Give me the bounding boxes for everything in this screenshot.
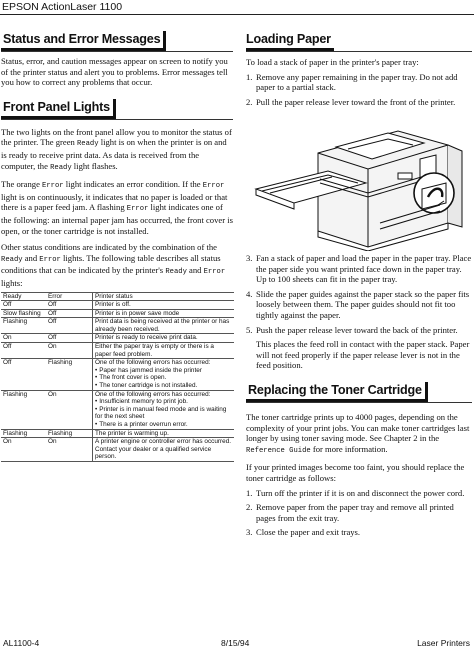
table-cell: Slow flashing (1, 309, 46, 318)
error-bullet: • The front cover is open. (95, 374, 232, 382)
loading-steps-a (246, 72, 472, 108)
step-text: Push the paper release lever toward the back of the printer. (256, 324, 458, 335)
step-text: Remove paper from the paper tray and remove all printed pages from the exit tray. (256, 502, 454, 523)
running-head: EPSON ActionLaser 1100 (2, 1, 123, 13)
table-cell: Print data is being received at the printer or has already been received. (93, 318, 235, 334)
status-lights-table (1, 292, 234, 462)
list-item (246, 289, 472, 321)
list-item (246, 488, 472, 499)
table-row (1, 429, 234, 438)
table-cell: The printer is warming up. (93, 429, 235, 438)
front-panel-section-title: Front Panel Lights (1, 99, 116, 119)
table-cell: On (46, 390, 93, 429)
toner-steps (246, 488, 472, 538)
table-row (1, 359, 234, 390)
printer-illustration (248, 113, 470, 251)
table-cell: Off (46, 318, 93, 334)
table-cell: Off (1, 301, 46, 310)
table-cell: A printer engine or controller error has occurred. Contact your dealer or a qualified service person. (93, 438, 235, 462)
error-bullet: • There is a printer overrun error. (95, 421, 232, 429)
loading-title-rule (246, 51, 472, 52)
loading-intro: To load a stack of paper in the printer's paper tray: (246, 57, 419, 67)
status-section-title: Status and Error Messages (1, 31, 166, 51)
table-cell: Off (1, 359, 46, 390)
table-header-ready: Ready (1, 292, 46, 301)
front-panel-paragraph-3: Other status conditions are indicated by the combination of the Ready and Error lights. The following table describes all status conditions that can be indicated by the printer's Ready and Error lights: (1, 242, 226, 288)
left-column (1, 30, 233, 462)
footer-date: 8/15/94 (221, 638, 250, 648)
table-cell: Flashing (1, 318, 46, 334)
table-row (1, 318, 234, 334)
right-column-lower (246, 253, 472, 538)
table-header-row (1, 292, 234, 301)
toner-title-rule (246, 402, 472, 403)
toner-paragraph-2: If your printed images become too faint, you should replace the toner cartridge as follows: (246, 462, 465, 483)
table-row (1, 438, 234, 462)
table-cell: Flashing (46, 429, 93, 438)
step-number: 2. (246, 96, 253, 107)
step-number: 1. (246, 487, 253, 498)
table-cell (93, 359, 235, 390)
table-cell: Flashing (1, 390, 46, 429)
table-cell: Off (46, 334, 93, 343)
step-number: 3. (246, 527, 253, 538)
table-header-error: Error (46, 292, 93, 301)
status-title-rule (1, 51, 233, 52)
front-panel-title-rule (1, 119, 233, 120)
loading-note: This places the feed roll in contact with the paper stack. Paper will not feed properly if the paper release lever is not in the feed position. (256, 339, 470, 371)
table-cell: Off (1, 343, 46, 359)
step-text: Close the paper and exit trays. (256, 527, 361, 538)
toner-paragraph-1: The toner cartridge prints up to 4000 pages, depending on the complexity of your print jobs. You can make toner cartridges last longer by using toner saving mode. See Chapter 2 in the Reference Guide for more information. (246, 411, 470, 455)
right-column (246, 30, 472, 107)
front-panel-paragraph-2: The orange Error light indicates an error condition. If the Error light is on continuously, it indicates that no paper is loaded or that there is a paper feed jam. A flashing Error light indicates one of the following: an internal paper jam has occurred, the front cover is open, or the toner cartridge is not installed. (1, 179, 233, 236)
step-number: 5. (246, 324, 253, 335)
status-body: Status, error, and caution messages appear on screen to notify you of the printer status and alert you to problems. Error messages tell you how to correct any problems that occur. (1, 56, 228, 88)
table-header-status: Printer status (93, 292, 235, 301)
table-cell: On (46, 343, 93, 359)
footer-section-name: Laser Printers (417, 638, 470, 648)
list-item (246, 325, 472, 336)
footer-document-id: AL1100-4 (3, 638, 40, 648)
list-item (246, 72, 472, 93)
step-text: Turn off the printer if it is on and disconnect the power cord. (256, 487, 465, 498)
list-item (246, 97, 472, 108)
table-row (1, 390, 234, 429)
step-number: 2. (246, 502, 253, 513)
table-cell: Off (46, 301, 93, 310)
table-cell: On (46, 438, 93, 462)
table-cell: Flashing (1, 429, 46, 438)
front-panel-paragraph-1: The two lights on the front panel allow you to monitor the status of the printer. The green Ready light is on when the printer is on and is ready to receive print data. As data is received from the computer, the Ready light flashes. (1, 126, 232, 172)
step-number: 4. (246, 288, 253, 299)
step-number: 3. (246, 253, 253, 263)
table-cell: On (1, 334, 46, 343)
list-item (246, 253, 472, 285)
loading-section-title: Loading Paper (246, 31, 334, 51)
table-row (1, 334, 234, 343)
step-text: Remove any paper remaining in the paper tray. Do not add paper to a partial stack. (256, 71, 458, 93)
error-list-intro: One of the following errors has occurred: (95, 390, 211, 398)
list-item (246, 502, 472, 523)
error-bullet: • The toner cartridge is not installed. (95, 382, 232, 390)
table-cell: Printer is off. (93, 301, 235, 310)
table-cell: On (1, 438, 46, 462)
table-row (1, 301, 234, 310)
step-text: Fan a stack of paper and load the paper in the paper tray. Place the paper side you want printed face down in the paper tray. Up to 100 sheets can fit in the paper tray. (256, 253, 472, 285)
loading-steps-b (246, 253, 472, 335)
table-cell: Printer is in power save mode (93, 309, 235, 318)
table-cell: Flashing (46, 359, 93, 390)
table-cell (93, 390, 235, 429)
step-text: Pull the paper release lever toward the front of the printer. (256, 96, 456, 107)
table-row (1, 309, 234, 318)
step-text: Slide the paper guides against the paper stack so the paper fits loosely between them. The paper guides should not fit too tightly against the paper. (256, 288, 470, 320)
table-cell: Either the paper tray is empty or there is a paper feed problem. (93, 343, 235, 359)
error-list-intro: One of the following errors has occurred: (95, 359, 211, 367)
error-bullet: • Insufficient memory to print job. (95, 398, 232, 406)
table-cell: Printer is ready to receive print data. (93, 334, 235, 343)
list-item (246, 527, 472, 538)
table-row (1, 343, 234, 359)
header-rule (0, 14, 474, 15)
error-bullet: • Printer is in manual feed mode and is waiting for the next sheet (95, 406, 232, 421)
laser-printer-drawing (248, 113, 470, 251)
step-number: 1. (246, 71, 253, 82)
toner-section-title: Replacing the Toner Cartridge (246, 382, 428, 402)
table-cell: Off (46, 309, 93, 318)
error-bullet: • Paper has jammed inside the printer (95, 367, 232, 375)
